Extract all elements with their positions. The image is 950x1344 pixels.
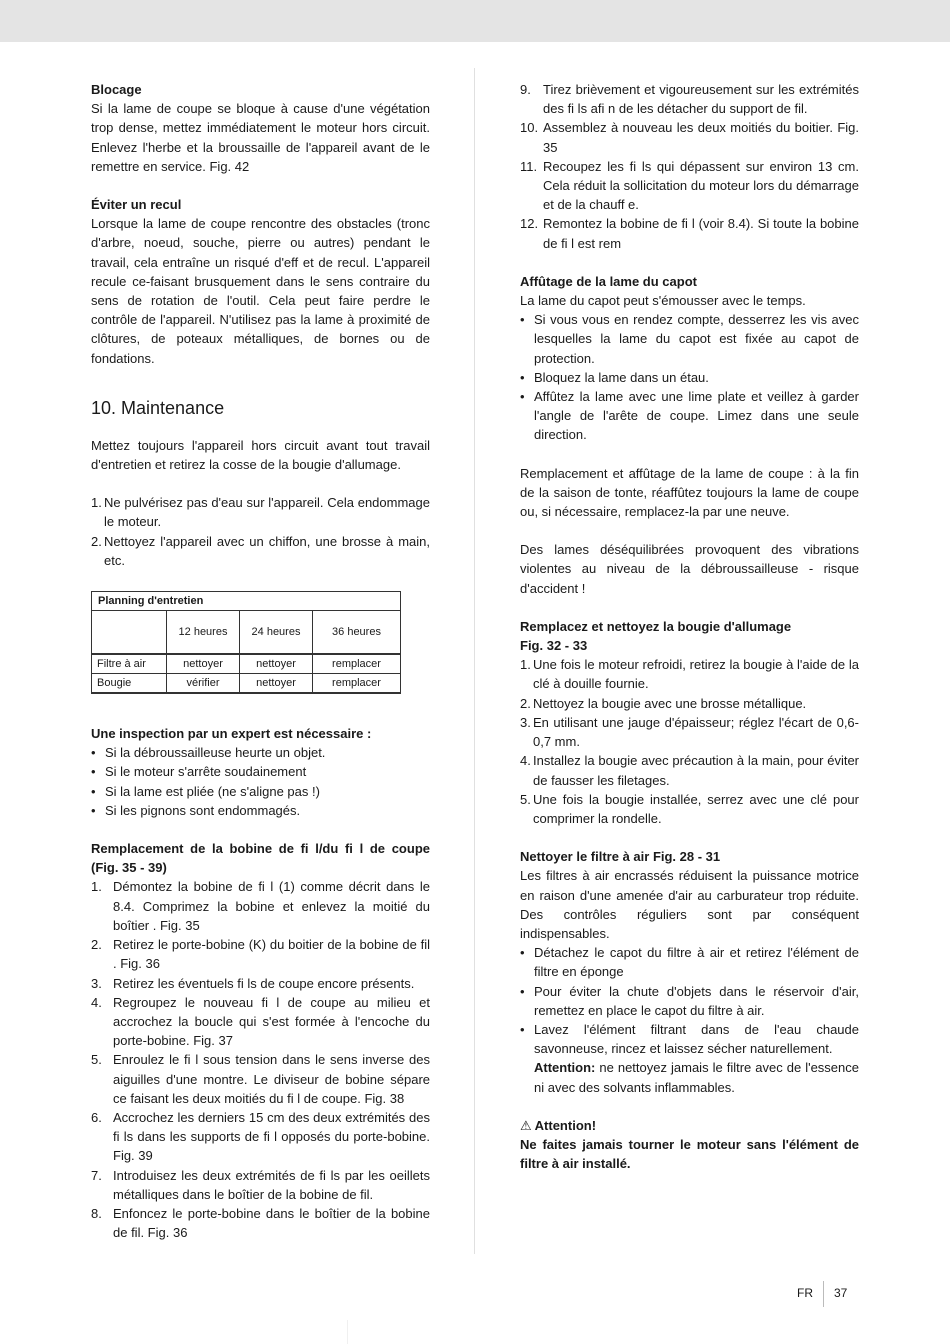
list-item: 2. Nettoyez la bougie avec une brosse métallique. [520,695,807,711]
table-cell: Bougie [92,674,167,694]
list-item: 12. Remontez la bobine de fi l (voir 8.4). Si toute la bobine de fi l est rem [520,216,859,251]
bougie-list [520,655,859,828]
list-item: • Si la débroussailleuse heurte un objet. [91,745,326,761]
paragraph-remplacement-lame: Remplacement et affûtage de la lame de coupe : à la fin de la saison de tonte, réaffûtez toujours la lame de coupe ou, si nécessaire, remplacez-la par une neuve. [520,465,859,520]
heading-bobine: Remplacement de la bobine de fi l/du fi l de coupe (Fig. 35 - 39) [91,841,430,876]
heading-bougie-fig: Fig. 32 - 33 [520,638,588,654]
heading-affutage: Affûtage de la lame du capot [520,273,697,289]
heading-bougie: Remplacez et nettoyez la bougie d'allumage [520,618,792,634]
table-cell: nettoyer [240,674,313,694]
section-title-maintenance: 10. Maintenance [91,397,225,418]
paragraph-lames-desequilibrees: Des lames déséquilibrées provoquent des vibrations violentes au niveau de la débroussailleuse - risque d'accident ! [520,542,859,596]
table-cell: nettoyer [240,654,313,674]
footer-separator [823,1281,824,1307]
table-cell: nettoyer [167,654,240,674]
warning-heading: ⚠ Attention! [520,1117,597,1133]
table-header-cell [92,611,167,655]
list-item: 7. Introduisez les deux extrémités de fi ls par les oeillets métalliques dans le boîtier de la bobine de fil. [91,1167,430,1202]
list-item: 10. Assemblez à nouveau les deux moitiés du boitier. Fig. 35 [520,120,859,155]
attention-text: ne nettoyez jamais le filtre avec de l'essence ni avec des solvants inflammables. [534,1060,859,1095]
table-header-cell: 12 heures [167,611,240,655]
filtre-list [520,943,859,1097]
heading-recul: Éviter un recul [91,197,182,213]
paragraph-recul: Lorsque la lame de coupe rencontre des obstacles (tronc d'arbre, noeud, souche, pierre ou autres) pendant le travail, cela entraîne un risqué d'eff et de recul. L'appareil recule ce-faisant brusquement dans le sens contraire du sens de rotation de l'outil. Cela peut faire perdre le contrôle de l'appareil. N'utilisez pas la lame à proximité de clôtures, de poteaux métalliques, de bornes ou de fondations. [91,216,430,366]
page-footer [797,1284,847,1304]
warning-triangle-icon: ⚠ [520,1117,532,1133]
table-title: Planning d'entretien [92,592,401,611]
column-divider [474,68,475,1254]
list-item: 5. Enroulez le fi l sous tension dans le sens inverse des aiguilles d'une montre. Le diviseur de bobine sépare ce faisant les deux moitiés du fi l de coupe. Fig. 38 [91,1052,430,1106]
list-item: • Si vous vous en rendez compte, desserrez les vis avec lesquelles la lame du capot est fixée au capot de protection. [520,312,859,366]
list-item: • Si la lame est pliée (ne s'aligne pas !) [91,783,320,799]
list-item: • Détachez le capot du filtre à air et retirez l'élément de filtre en éponge [520,945,859,980]
list-item: 3. En utilisant une jauge d'épaisseur; réglez l'écart de 0,6-0,7 mm. [520,714,859,750]
inspection-list [91,743,430,820]
list-item: • Si les pignons sont endommagés. [91,802,301,818]
table-cell: vérifier [167,674,240,694]
paragraph-affutage-intro: La lame du capot peut s'émousser avec le temps. [520,293,806,309]
list-item: • Bloquez la lame dans un étau. [520,369,709,385]
list-item: 1. Démontez la bobine de fi l (1) comme décrit dans le 8.4. Comprimez la bobine et enlevez la moitié du boîtier . Fig. 35 [91,879,430,933]
attention-label: Attention: [534,1060,596,1076]
table-header-cell: 36 heures [313,611,401,655]
language-code: FR [797,1286,813,1301]
faint-mark [347,1320,348,1344]
list-item: 6. Accrochez les derniers 15 cm des deux extrémités des fi ls dans les supports de fi l opposés du porte-bobine. Fig. 39 [91,1109,430,1164]
table-cell: remplacer [313,654,401,674]
list-item: 4. Regroupez le nouveau fi l de coupe au milieu et accrochez la boucle qui s'est formée à l'encoche du porte-bobine. Fig. 37 [91,994,430,1049]
list-item: 4. Installez la bougie avec précaution à la main, pour éviter de fausser les filetages. [520,753,859,788]
warning-text: Ne faites jamais tourner le moteur sans l'élément de filtre à air installé. [520,1136,859,1172]
list-item: 5. Une fois la bougie installée, serrez avec une clé pour comprimer la rondelle. [520,791,859,826]
list-item: 1. Une fois le moteur refroidi, retirez la bougie à l'aide de la clé à douille fournie. [520,657,859,692]
right-column [520,80,859,1173]
list-item: 1. Ne pulvérisez pas d'eau sur l'appareil. Cela endommage le moteur. [91,495,430,530]
bobine-list-continued [520,80,859,253]
paragraph-maintenance-intro: Mettez toujours l'appareil hors circuit avant tout travail d'entretien et retirez la cosse de la bougie d'allumage. [91,437,430,473]
paragraph-filtre-intro: Les filtres à air encrassés réduisent la puissance motrice en raison d'une amenée d'air au carburateur trop réduite. Des contrôles réguliers sont par conséquent indispensables. [520,868,859,941]
maintenance-schedule-table [91,591,401,694]
list-item: 11. Recoupez les fi ls qui dépassent sur environ 13 cm. Cela réduit la sollicitation du moteur lors du démarrage et de la chauff e. [520,158,859,213]
heading-filtre: Nettoyer le filtre à air Fig. 28 - 31 [520,849,721,865]
maintenance-list [91,493,430,570]
table-cell: remplacer [313,674,401,694]
table-header-cell: 24 heures [240,611,313,655]
bobine-list [91,877,430,1242]
list-item: • Lavez l'élément filtrant dans de l'eau chaude savonneuse, rincez et laissez sécher naturellement. Attention: ne nettoyez jamais le filtre avec de l'essence ni avec des solvants inflammables. [520,1021,859,1095]
left-column [91,80,430,1242]
list-item: 8. Enfoncez le porte-bobine dans le boîtier de la bobine de fil. Fig. 36 [91,1205,430,1241]
list-item: 2. Retirez le porte-bobine (K) du boitier de la bobine de fil . Fig. 36 [91,937,430,972]
list-item: • Pour éviter la chute d'objets dans le réservoir d'air, remettez en place le capot du filtre à air. [520,983,859,1018]
list-item: • Si le moteur s'arrête soudainement [91,764,307,780]
list-item: 2. Nettoyez l'appareil avec un chiffon, une brosse à main, etc. [91,533,430,568]
table-cell: Filtre à air [92,654,167,674]
heading-inspection: Une inspection par un expert est nécessaire : [91,726,372,742]
list-item: • Affûtez la lame avec une lime plate et veillez à garder l'angle de l'arête de coupe. Limez dans une seule direction. [520,389,859,443]
paragraph-blocage: Si la lame de coupe se bloque à cause d'une végétation trop dense, mettez immédiatement le moteur hors circuit. Enlevez l'herbe et la broussaille de l'appareil avant de le remettre en service. Fig. 42 [91,101,430,174]
list-item: 9. Tirez brièvement et vigoureusement sur les extrémités des fi ls afi n de les détacher du support de fil. [520,82,859,117]
page-number: 37 [834,1286,848,1301]
affutage-list [520,310,859,444]
top-header-band [0,0,950,42]
list-item: 3. Retirez les éventuels fi ls de coupe encore présents. [91,975,415,991]
heading-blocage: Blocage [91,82,142,97]
